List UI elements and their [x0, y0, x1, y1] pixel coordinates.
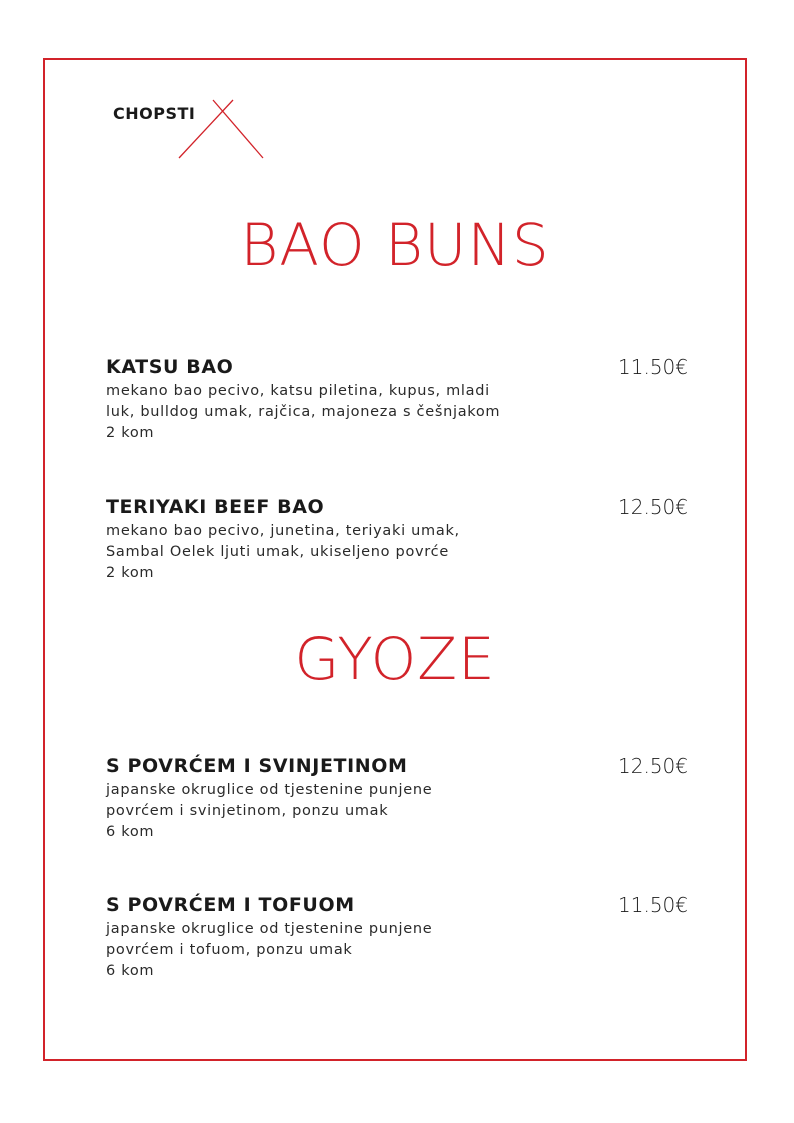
description-line: 2 kom [106, 565, 155, 581]
item-name: TERIYAKI BEEF BAO [106, 496, 325, 518]
description-line: 6 kom [106, 963, 155, 979]
description-line: mekano bao pecivo, katsu piletina, kupus, mladi [106, 383, 490, 399]
item-price: 12.50€ [618, 754, 688, 778]
item-description [106, 521, 688, 584]
section-title-bao-buns: BAO BUNS [240, 211, 550, 279]
item-name: S POVRĆEM I TOFUOM [106, 894, 355, 916]
item-name: KATSU BAO [106, 356, 234, 378]
item-description [106, 381, 688, 444]
description-line: 2 kom [106, 425, 155, 441]
menu-item-povrce-tofu [106, 893, 688, 982]
description-line: povrćem i tofuom, ponzu umak [106, 942, 353, 958]
description-line: japanske okruglice od tjestenine punjene [106, 921, 433, 937]
logo-text: CHOPSTI [113, 104, 196, 123]
description-line: mekano bao pecivo, junetina, teriyaki umak, [106, 523, 460, 539]
item-price: 11.50€ [618, 355, 688, 379]
description-line: Sambal Oelek ljuti umak, ukiseljeno povrće [106, 544, 449, 560]
item-name: S POVRĆEM I SVINJETINOM [106, 755, 408, 777]
chopstix-logo [113, 96, 273, 166]
item-price: 11.50€ [618, 893, 688, 917]
chopsticks-x-icon [175, 96, 265, 162]
item-description [106, 780, 688, 843]
section-title-gyoze: GYOZE [294, 625, 496, 693]
menu-item-katsu-bao [106, 355, 688, 444]
description-line: japanske okruglice od tjestenine punjene [106, 782, 433, 798]
description-line: povrćem i svinjetinom, ponzu umak [106, 803, 389, 819]
item-price: 12.50€ [618, 495, 688, 519]
menu-item-povrce-svinjetina [106, 754, 688, 843]
item-description [106, 919, 688, 982]
description-line: 6 kom [106, 824, 155, 840]
menu-item-teriyaki-beef-bao [106, 495, 688, 584]
description-line: luk, bulldog umak, rajčica, majoneza s češnjakom [106, 404, 501, 420]
